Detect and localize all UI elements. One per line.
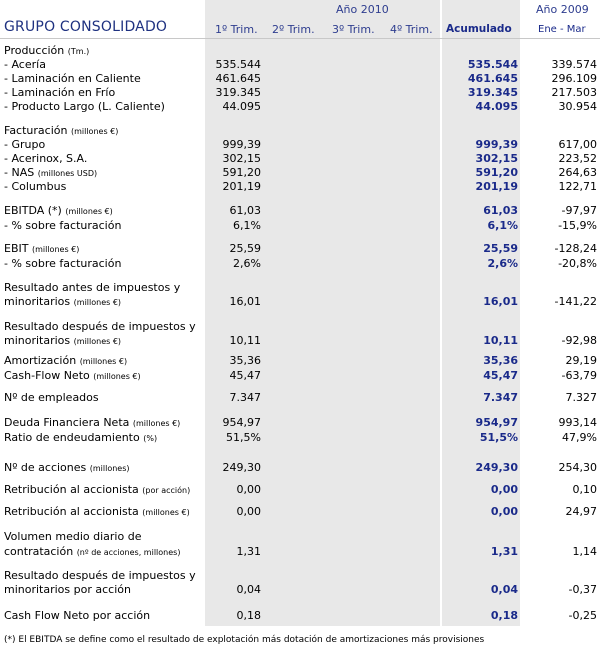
row-label-text: - Acerinox, S.A. (4, 152, 88, 165)
accumulated-value: 45,47 (483, 369, 518, 382)
prev-year-value: 47,9% (562, 431, 597, 444)
row-unit: (millones €) (132, 419, 181, 428)
row-label (4, 138, 45, 151)
q1-value: 999,39 (222, 138, 261, 151)
row-unit: (millones) (89, 464, 130, 473)
row-label (4, 166, 97, 180)
q1-value: 35,36 (229, 354, 261, 367)
q1-value: 319.345 (215, 86, 261, 99)
prev-year-value: -128,24 (554, 242, 597, 255)
prev-year-value: 217.503 (551, 86, 597, 99)
accumulated-value: 61,03 (483, 204, 518, 217)
row-label (4, 44, 89, 58)
prev-year-value: -20,8% (558, 257, 597, 270)
row-label (4, 369, 141, 383)
accumulated-value: 249,30 (475, 461, 518, 474)
row-unit: (millones €) (79, 357, 128, 366)
q1-value: 0,18 (236, 609, 261, 622)
accumulated-value: 461.645 (467, 72, 518, 85)
row-label-text: - Grupo (4, 138, 46, 151)
row-label-text: Resultado después de impuestos y (4, 320, 196, 333)
row-label (4, 391, 99, 404)
row-label (4, 354, 127, 368)
row-label-text: EBIT (4, 242, 29, 255)
row-unit: (Tm.) (67, 47, 90, 56)
accumulated-value: 201,19 (475, 180, 518, 193)
prev-year-value: -97,97 (561, 204, 597, 217)
q3-header: 3º Trim. (332, 23, 375, 36)
row-label (4, 204, 113, 218)
row-label (4, 281, 180, 294)
row-label (4, 431, 157, 445)
row-label (4, 72, 141, 85)
prev-year-value: 296.109 (551, 72, 597, 85)
prev-year-value: 24,97 (565, 505, 597, 518)
row-label (4, 242, 79, 256)
row-label-text: Retribución al accionista (4, 505, 139, 518)
row-label-text: Nº de acciones (4, 461, 87, 474)
row-label-text: Facturación (4, 124, 68, 137)
row-unit: (nº de acciones, millones) (76, 548, 181, 557)
year-2009-header: Año 2009 (536, 3, 589, 16)
accumulated-value: 16,01 (483, 295, 518, 308)
q4-header: 4º Trim. (390, 23, 433, 36)
row-label (4, 505, 190, 519)
year-2010-header: Año 2010 (336, 3, 389, 16)
accumulated-value: 51,5% (479, 431, 518, 444)
prev-year-value: 1,14 (572, 545, 597, 558)
row-label-text: - NAS (4, 166, 35, 179)
accumulated-value: 10,11 (483, 334, 518, 347)
header-divider (0, 38, 600, 39)
row-label (4, 609, 150, 622)
row-label-text: - Producto Largo (L. Caliente) (4, 100, 165, 113)
accumulated-value: 7.347 (483, 391, 518, 404)
prev-year-value: 122,71 (558, 180, 597, 193)
row-label-text: Ratio de endeudamiento (4, 431, 140, 444)
row-label (4, 334, 121, 348)
q1-value: 25,59 (229, 242, 261, 255)
row-label (4, 257, 121, 270)
q1-value: 45,47 (229, 369, 261, 382)
row-label-text: Amortización (4, 354, 77, 367)
row-label-text: - Acería (4, 58, 46, 71)
row-unit: (millones €) (31, 245, 80, 254)
q1-value: 0,00 (236, 483, 261, 496)
prev-year-value: -92,98 (561, 334, 597, 347)
prev-year-value: 617,00 (558, 138, 597, 151)
page-title: GRUPO CONSOLIDADO (4, 19, 168, 35)
prev-year-value: -63,79 (561, 369, 597, 382)
row-label (4, 295, 121, 309)
q1-value: 7.347 (229, 391, 261, 404)
accumulated-header: Acumulado (446, 23, 512, 35)
row-label (4, 569, 196, 582)
accumulated-value: 302,15 (475, 152, 518, 165)
row-label-text: minoritarios por acción (4, 583, 131, 596)
row-label (4, 416, 180, 430)
q1-value: 0,00 (236, 505, 261, 518)
accumulated-value: 0,00 (490, 483, 518, 496)
q1-value: 249,30 (222, 461, 261, 474)
row-label-text: contratación (4, 545, 74, 558)
accumulated-value: 2,6% (487, 257, 518, 270)
q1-value: 10,11 (229, 334, 261, 347)
prev-year-value: -141,22 (554, 295, 597, 308)
prev-year-value: 0,10 (572, 483, 597, 496)
accumulated-value: 319.345 (467, 86, 518, 99)
row-label-text: Nº de empleados (4, 391, 99, 404)
accumulated-value: 0,00 (490, 505, 518, 518)
prev-year-value: 223,52 (558, 152, 597, 165)
row-label (4, 219, 121, 232)
q1-value: 61,03 (229, 204, 261, 217)
accumulated-value: 35,36 (483, 354, 518, 367)
prev-year-value: -0,37 (568, 583, 597, 596)
row-unit: (millones USD) (37, 169, 98, 178)
accumulated-value: 954,97 (475, 416, 518, 429)
row-label (4, 100, 165, 113)
row-label-text: - % sobre facturación (4, 257, 122, 270)
prev-year-value: 254,30 (558, 461, 597, 474)
prev-year-value: 339.574 (551, 58, 597, 71)
row-label (4, 152, 87, 165)
row-label (4, 461, 130, 475)
row-label-text: - Laminación en Frío (4, 86, 116, 99)
row-label-text: - % sobre facturación (4, 219, 122, 232)
q1-value: 302,15 (222, 152, 261, 165)
row-label-text: minoritarios (4, 334, 71, 347)
prev-year-value: -15,9% (558, 219, 597, 232)
accumulated-value: 44.095 (475, 100, 518, 113)
q1-value: 591,20 (222, 166, 261, 179)
row-label-text: EBITDA (*) (4, 204, 62, 217)
row-label-text: minoritarios (4, 295, 71, 308)
accumulated-value: 999,39 (475, 138, 518, 151)
row-label-text: - Columbus (4, 180, 67, 193)
q1-value: 461.645 (215, 72, 261, 85)
row-label-text: Retribución al accionista (4, 483, 139, 496)
row-unit: (millones €) (70, 127, 119, 136)
q1-value: 954,97 (222, 416, 261, 429)
accumulated-value: 0,18 (490, 609, 518, 622)
row-label-text: Cash-Flow Neto (4, 369, 90, 382)
q1-value: 201,19 (222, 180, 261, 193)
row-label-text: Volumen medio diario de (4, 530, 142, 543)
prev-year-value: 30.954 (558, 100, 597, 113)
prev-year-value: 264,63 (558, 166, 597, 179)
prev-year-value: 993,14 (558, 416, 597, 429)
q1-value: 535.544 (215, 58, 261, 71)
accumulated-value: 25,59 (483, 242, 518, 255)
row-unit: (millones €) (65, 207, 113, 216)
row-label-text: Resultado antes de impuestos y (4, 281, 181, 294)
q1-value: 6,1% (233, 219, 261, 232)
row-label-text: Resultado después de impuestos y (4, 569, 196, 582)
row-label-text: Producción (4, 44, 65, 57)
row-label (4, 180, 66, 193)
row-unit: (millones €) (93, 372, 141, 381)
row-label-text: Cash Flow Neto por acción (4, 609, 151, 622)
row-label (4, 86, 115, 99)
row-label (4, 583, 131, 596)
q1-value: 44.095 (222, 100, 261, 113)
q1-header: 1º Trim. (215, 23, 258, 36)
row-label (4, 530, 141, 543)
row-label (4, 320, 196, 333)
accumulated-value: 0,04 (490, 583, 518, 596)
row-label-text: - Laminación en Caliente (4, 72, 141, 85)
row-label-text: Deuda Financiera Neta (4, 416, 130, 429)
row-unit: (%) (143, 434, 158, 443)
q2-header: 2º Trim. (272, 23, 315, 36)
row-unit: (por acción) (142, 486, 191, 495)
accumulated-value: 1,31 (490, 545, 518, 558)
accumulated-value: 535.544 (467, 58, 518, 71)
accumulated-value: 6,1% (487, 219, 518, 232)
row-label (4, 545, 180, 559)
q1-value: 1,31 (236, 545, 261, 558)
accumulated-value: 591,20 (475, 166, 518, 179)
prev-year-value: 29,19 (565, 354, 597, 367)
prev-year-value: 7.327 (565, 391, 597, 404)
q1-value: 0,04 (236, 583, 261, 596)
prev-year-value: -0,25 (568, 609, 597, 622)
row-unit: (millones €) (73, 298, 122, 307)
row-label (4, 58, 46, 71)
ene-mar-header: Ene - Mar (538, 24, 586, 35)
row-label (4, 124, 118, 138)
row-unit: (millones €) (142, 508, 190, 517)
footnote: (*) El EBITDA se define como el resultado de explotación más dotación de amortizaciones más provisiones (4, 635, 485, 645)
row-unit: (millones €) (73, 337, 122, 346)
q1-value: 51,5% (226, 431, 261, 444)
row-label (4, 483, 190, 497)
q1-value: 16,01 (229, 295, 261, 308)
q1-value: 2,6% (233, 257, 261, 270)
